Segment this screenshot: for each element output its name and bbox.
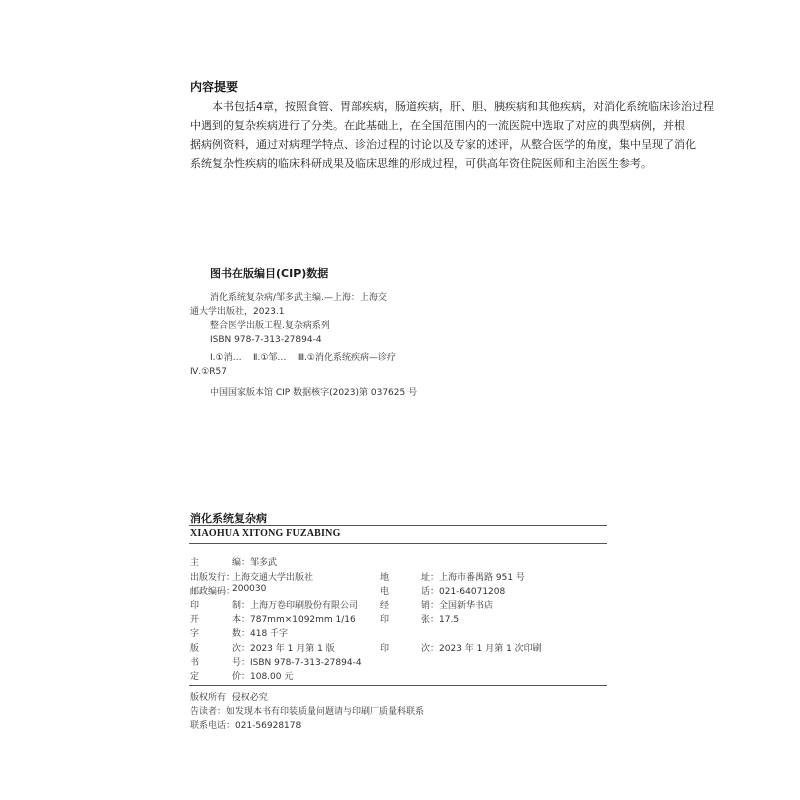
cip-heading: 图书在版编目(CIP)数据 (210, 267, 329, 280)
divider (189, 525, 607, 526)
divider (189, 685, 607, 686)
book-title: 消化系统复杂病 (190, 512, 267, 525)
book-title-pinyin: XIAOHUA XITONG FUZABING (190, 528, 341, 539)
summary-line: 本书包括4章，按照食管、胃部疾病，肠道疾病，肝、胆、胰疾病和其他疾病，对消化系统临床诊治过程 (212, 100, 714, 113)
summary-line: 中遇到的复杂疾病进行了分类。在此基础上，在全国范围内的一流医院中选取了对应的典型病例，并根 (190, 119, 685, 132)
summary-body (190, 97, 714, 173)
cip-line: 通大学出版社，2023.1 (190, 307, 285, 317)
summary-line: 据病例资料，通过对病理学特点、诊治过程的讨论以及专家的述评，从整合医学的角度，集中呈现了消化 (190, 138, 696, 151)
cip-isbn: ISBN 978-7-313-27894-4 (210, 335, 322, 345)
reader-notice: 告读者：如发现本书有印装质量问题请与印刷厂质量科联系 (190, 707, 425, 717)
spec-row: 主 编：邹多武 (190, 558, 278, 568)
cip-classification: Ⅳ.①R57 (190, 367, 227, 377)
contact-phone: 联系电话：021-56928178 (190, 721, 302, 731)
cip-line: 整合医学出版工程.复杂病系列 (210, 321, 330, 331)
spec-row: 邮政编码： 200030 电 话：021-64071208 (190, 584, 506, 597)
spec-row: 开 本：787mm×1092mm 1/16 印 张：17.5 (190, 615, 460, 625)
summary-heading: 内容提要 (190, 80, 239, 94)
summary-line: 系统复杂性疾病的临床科研成果及临床思维的形成过程，可供高年资住院医师和主治医生参考。 (190, 157, 652, 170)
cip-archive-number: 中国国家版本馆 CIP 数据核字(2023)第 037625 号 (210, 388, 418, 398)
cip-classification: Ⅰ.①消… Ⅱ.①邹… Ⅲ.①消化系统疾病—诊疗 (210, 353, 396, 363)
spec-row: 出版发行： 上海交通大学出版社 地 址：上海市番禺路 951 号 (190, 573, 525, 583)
spec-row: 版 次：2023 年 1 月第 1 版 印 次：2023 年 1 月第 1 次印刷 (190, 644, 542, 654)
spec-row: 印 制：上海万卷印刷股份有限公司 经 销：全国新华书店 (190, 601, 494, 611)
copyright-notice: 版权所有 侵权必究 (190, 693, 268, 703)
spec-row: 书 号：ISBN 978-7-313-27894-4 (190, 658, 362, 668)
spec-row: 定 价：108.00 元 (190, 672, 294, 682)
divider (189, 543, 607, 544)
spec-row: 字 数：418 千字 (190, 629, 289, 639)
cip-line: 消化系统复杂病/邹多武主编.—上海：上海交 (210, 293, 387, 303)
